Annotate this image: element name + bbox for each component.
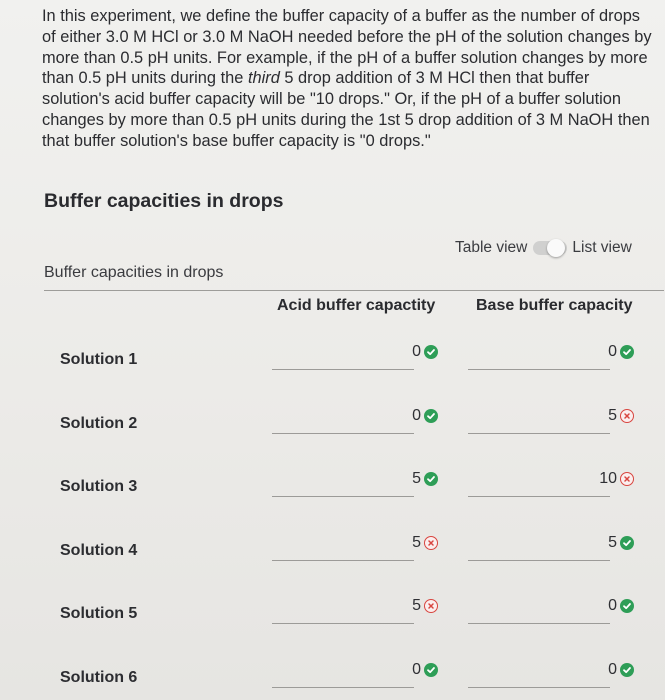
base-capacity-input-underline (468, 560, 610, 561)
incorrect-x-icon (620, 472, 634, 486)
incorrect-x-icon (620, 409, 634, 423)
correct-check-icon (424, 345, 438, 359)
acid-capacity-field-solution-2[interactable] (272, 404, 438, 428)
acid-capacity-field-solution-5[interactable] (272, 594, 438, 618)
correct-check-icon (424, 663, 438, 677)
base-capacity-field-solution-4[interactable] (468, 531, 634, 555)
acid-capacity-value[interactable]: 5 (412, 597, 421, 614)
acid-capacity-value[interactable]: 0 (412, 343, 421, 360)
base-capacity-value[interactable]: 0 (608, 661, 617, 678)
acid-capacity-value[interactable]: 5 (412, 470, 421, 487)
base-capacity-value[interactable]: 0 (608, 597, 617, 614)
base-capacity-header: Base buffer capacity (476, 297, 633, 314)
view-toggle (455, 236, 632, 260)
base-capacity-field-solution-2[interactable] (468, 404, 634, 428)
base-capacity-input-underline (468, 433, 610, 434)
base-capacity-field-solution-5[interactable] (468, 594, 634, 618)
list-view-label[interactable]: List view (572, 239, 632, 256)
row-label-solution-1: Solution 1 (60, 351, 138, 368)
instructions-paragraph (42, 6, 654, 152)
correct-check-icon (620, 599, 634, 613)
row-label-solution-6: Solution 6 (60, 669, 138, 686)
acid-capacity-field-solution-3[interactable] (272, 467, 438, 491)
row-label-solution-3: Solution 3 (60, 478, 138, 495)
base-capacity-value[interactable]: 5 (608, 407, 617, 424)
base-capacity-field-solution-6[interactable] (468, 658, 634, 682)
base-capacity-value[interactable]: 5 (608, 534, 617, 551)
table-caption: Buffer capacities in drops (44, 264, 224, 281)
acid-capacity-header: Acid buffer capactity (277, 297, 436, 314)
instructions-part-2: 5 drop addition of 3 M HCl then that buffer solution's acid buffer capacity will be "10 drops." Or, if the pH of a buffer solution changes by more than 0.5 pH units during the 1st 5 drop addition of 3 M NaOH then that buffer solution's base buffer capacity is "0 drops." (42, 69, 650, 150)
base-capacity-value[interactable]: 0 (608, 343, 617, 360)
view-toggle-switch[interactable] (533, 239, 567, 257)
row-label-solution-4: Solution 4 (60, 542, 138, 559)
caption-divider (44, 290, 664, 291)
base-capacity-input-underline (468, 623, 610, 624)
correct-check-icon (620, 345, 634, 359)
instructions-part-1: In this experiment, we define the buffer capacity of a buffer as the number of drops of either 3.0 M HCl or 3.0 M NaOH needed before the pH of the solution changes by more than 0.5 pH units. For example, if the pH of a buffer solution changes by more than 0.5 pH units during the (42, 7, 652, 88)
acid-capacity-input-underline (272, 433, 414, 434)
correct-check-icon (424, 409, 438, 423)
acid-capacity-field-solution-1[interactable] (272, 340, 438, 364)
base-capacity-input-underline (468, 687, 610, 688)
row-label-solution-5: Solution 5 (60, 605, 138, 622)
acid-capacity-field-solution-6[interactable] (272, 658, 438, 682)
acid-capacity-input-underline (272, 687, 414, 688)
acid-capacity-value[interactable]: 0 (412, 661, 421, 678)
row-label-solution-2: Solution 2 (60, 415, 138, 432)
table-view-label[interactable]: Table view (455, 239, 528, 256)
base-capacity-field-solution-1[interactable] (468, 340, 634, 364)
acid-capacity-value[interactable]: 0 (412, 407, 421, 424)
base-capacity-field-solution-3[interactable] (468, 467, 634, 491)
section-title: Buffer capacities in drops (44, 190, 284, 212)
correct-check-icon (620, 536, 634, 550)
acid-capacity-input-underline (272, 496, 414, 497)
acid-capacity-input-underline (272, 369, 414, 370)
acid-capacity-input-underline (272, 560, 414, 561)
incorrect-x-icon (424, 536, 438, 550)
base-capacity-input-underline (468, 369, 610, 370)
base-capacity-value[interactable]: 10 (599, 470, 617, 487)
base-capacity-input-underline (468, 496, 610, 497)
correct-check-icon (424, 472, 438, 486)
acid-capacity-value[interactable]: 5 (412, 534, 421, 551)
instructions-emphasis: third (247, 69, 280, 88)
acid-capacity-field-solution-4[interactable] (272, 531, 438, 555)
incorrect-x-icon (424, 599, 438, 613)
correct-check-icon (620, 663, 634, 677)
acid-capacity-input-underline (272, 623, 414, 624)
